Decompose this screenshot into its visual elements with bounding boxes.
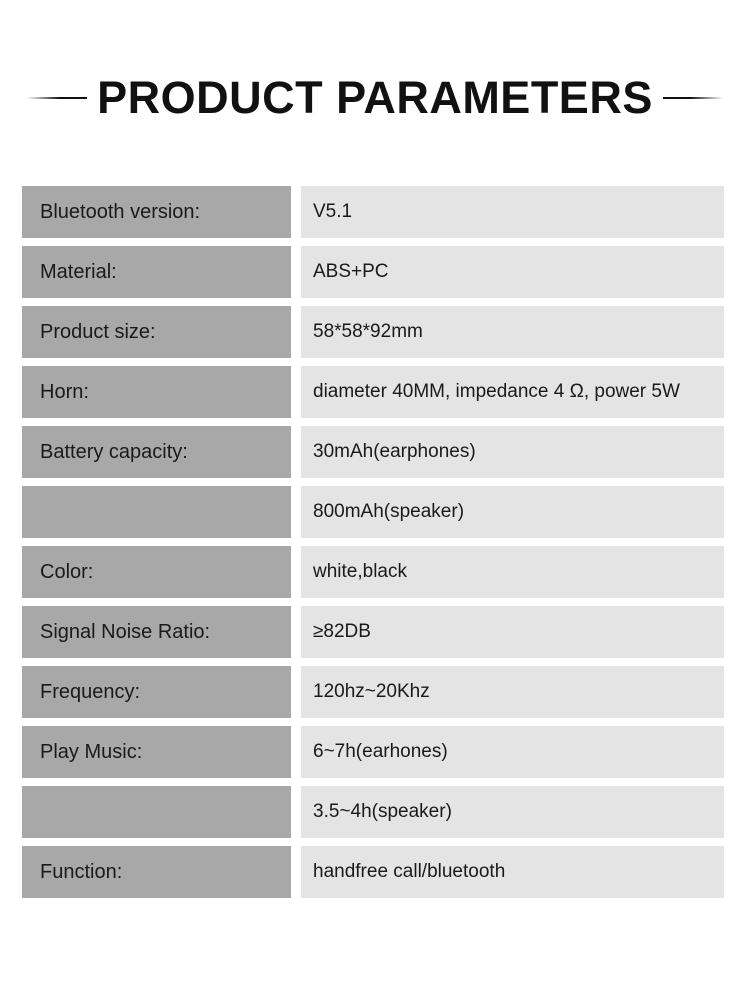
param-label: Battery capacity: xyxy=(22,426,291,478)
title-left-rule xyxy=(27,97,87,99)
param-value: diameter 40MM, impedance 4 Ω, power 5W xyxy=(301,366,724,418)
param-row-function xyxy=(22,846,724,898)
title-right-rule xyxy=(663,97,723,99)
param-row-play-music-speaker xyxy=(22,786,724,838)
param-row-product-size xyxy=(22,306,724,358)
param-label: Bluetooth version: xyxy=(22,186,291,238)
param-label: Play Music: xyxy=(22,726,291,778)
param-value: ABS+PC xyxy=(301,246,724,298)
param-label: Color: xyxy=(22,546,291,598)
param-value: handfree call/bluetooth xyxy=(301,846,724,898)
param-label: Signal Noise Ratio: xyxy=(22,606,291,658)
param-value: 3.5~4h(speaker) xyxy=(301,786,724,838)
param-label: Material: xyxy=(22,246,291,298)
param-value: 800mAh(speaker) xyxy=(301,486,724,538)
param-value: 30mAh(earphones) xyxy=(301,426,724,478)
param-label xyxy=(22,486,291,538)
param-label: Function: xyxy=(22,846,291,898)
param-label: Frequency: xyxy=(22,666,291,718)
param-row-horn xyxy=(22,366,724,418)
param-value: 58*58*92mm xyxy=(301,306,724,358)
param-row-battery-capacity-speaker xyxy=(22,486,724,538)
page-title: PRODUCT PARAMETERS xyxy=(97,72,653,123)
param-label: Horn: xyxy=(22,366,291,418)
parameters-table xyxy=(22,186,724,906)
param-value: ≥82DB xyxy=(301,606,724,658)
param-row-bluetooth-version xyxy=(22,186,724,238)
param-value: V5.1 xyxy=(301,186,724,238)
param-row-battery-capacity xyxy=(22,426,724,478)
param-row-color xyxy=(22,546,724,598)
param-row-material xyxy=(22,246,724,298)
param-value: white,black xyxy=(301,546,724,598)
param-row-frequency xyxy=(22,666,724,718)
param-row-signal-noise-ratio xyxy=(22,606,724,658)
param-row-play-music xyxy=(22,726,724,778)
param-label xyxy=(22,786,291,838)
param-value: 6~7h(earhones) xyxy=(301,726,724,778)
page-header xyxy=(0,68,750,128)
param-value: 120hz~20Khz xyxy=(301,666,724,718)
param-label: Product size: xyxy=(22,306,291,358)
